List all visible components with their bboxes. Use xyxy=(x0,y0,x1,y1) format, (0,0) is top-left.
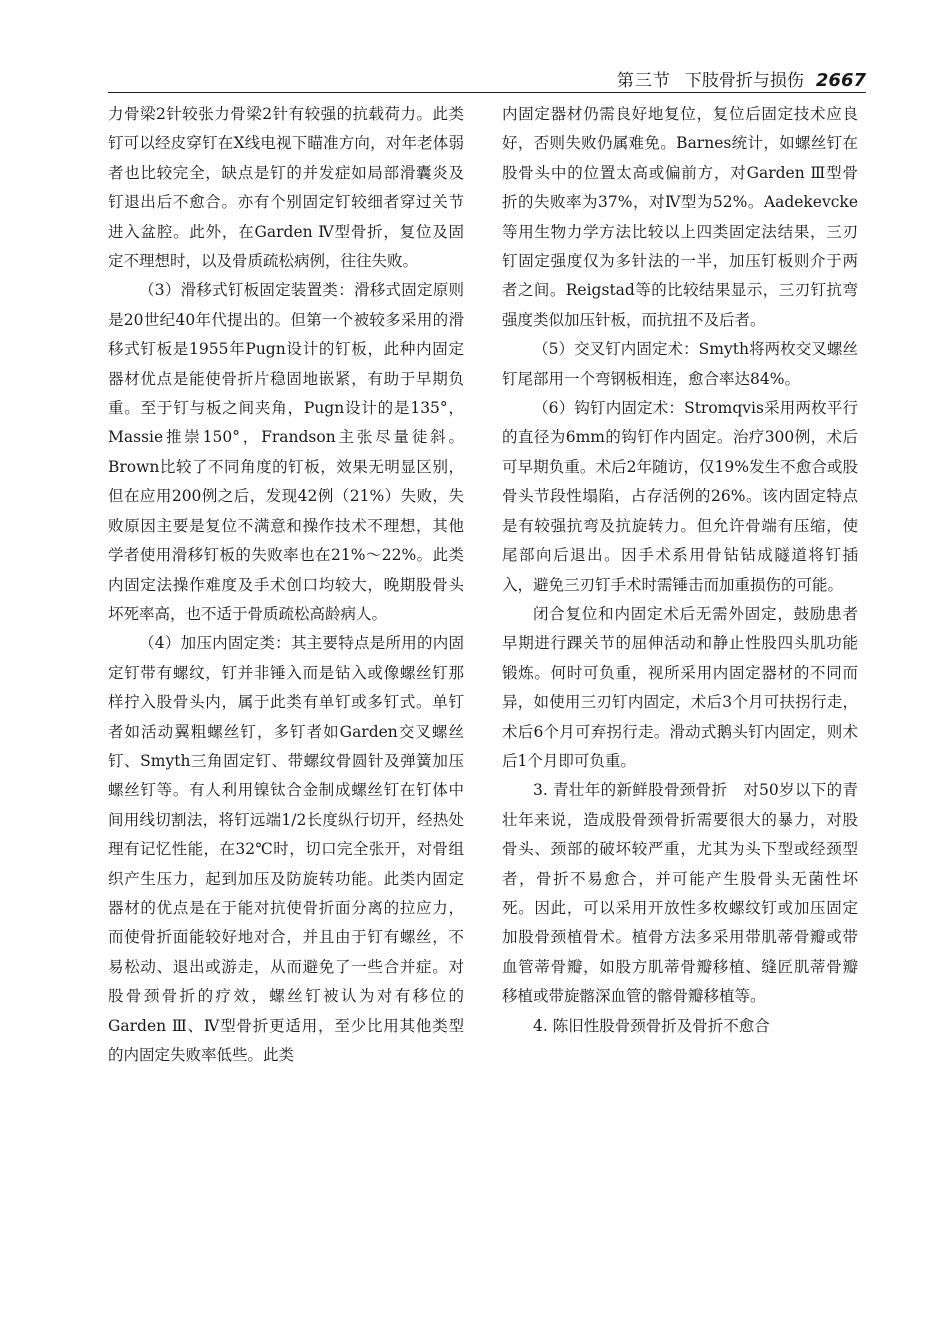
section-label: 第三节 xyxy=(616,71,671,91)
right-column xyxy=(502,100,858,1041)
paragraph: （5）交叉钉内固定术：Smyth将两枚交叉螺丝钉尾部用一个弯钢板相连，愈合率达84%。 xyxy=(502,340,858,388)
running-header xyxy=(108,66,866,93)
paragraph: 内固定器材仍需良好地复位，复位后固定技术应良好，否则失败仍属难免。Barnes统计，如螺丝钉在股骨头中的位置太高或偏前方，对Garden Ⅲ型骨折的失败率为37%，对Ⅳ型为52%。Aadekevcke等用生物力学方法比较以上四类固定法结果，三刃钉固定强度仅为多针法的一半，加压钉板则介于两者之间。Reigstad等的比较结果显示，三刃钉抗弯强度类似加压针板，而抗扭不及后者。 xyxy=(502,105,858,329)
paragraph: （6）钩钉内固定术：Stromqvis采用两枚平行的直径为6mm的钩钉作内固定。治疗300例，术后可早期负重。术后2年随访，仅19%发生不愈合或股骨头节段性塌陷，占存活例的26%。该内固定特点是有较强抗弯及抗旋转力。但允许骨端有压缩，使尾部向后退出。因手术系用骨钻钻成隧道将钉插入，避免三刃钉手术时需锤击而加重损伤的可能。 xyxy=(502,399,858,594)
paragraph: 4. 陈旧性股骨颈骨折及骨折不愈合 xyxy=(533,1016,770,1035)
paragraph: 力骨梁2针较张力骨梁2针有较强的抗载荷力。此类钉可以经皮穿钉在X线电视下瞄准方向，对年老体弱者也比较完全，缺点是钉的并发症如局部滑囊炎及钉退出后不愈合。亦有个别固定钉较细者穿过关节进入盆腔。此外，在Garden Ⅳ型骨折，复位及固定不理想时，以及骨质疏松病例，往往失败。 xyxy=(108,105,464,271)
paragraph: （3）滑移式钉板固定装置类：滑移式固定原则是20世纪40年代提出的。但第一个被较多采用的滑移式钉板是1955年Pugn设计的钉板，此种内固定器材优点是能使骨折片稳固地嵌紧，有助于早期负重。至于钉与板之间夹角，Pugn设计的是135°，Massie推崇150°，Frandson主张尽量徒斜。Brown比较了不同角度的钉板，效果无明显区别，但在应用200例之后，发现42例（21%）失败，失败原因主要是复位不满意和操作技术不理想，其他学者使用滑移钉板的失败率也在21%～22%。此类内固定法操作难度及手术创口均较大，晚期股骨头坏死率高，也不适于骨质疏松高龄病人。 xyxy=(108,281,464,623)
chapter-title: 下肢骨折与损伤 xyxy=(684,71,804,91)
paragraph: （4）加压内固定类：其主要特点是所用的内固定钉带有螺纹，钉并非锤入而是钻入或像螺丝钉那样拧入股骨头内，属于此类有单钉或多钉式。单钉者如活动翼粗螺丝钉，多钉者如Garden交叉螺丝钉、Smyth三角固定钉、带螺纹骨圆针及弹簧加压螺丝钉等。有人利用镍钛合金制成螺丝钉在钉体中间用线切割法，将钉远端1/2长度纵行切开，经热处理有记忆性能，在32℃时，切口完全张开，对骨组织产生压力，起到加压及防旋转功能。此类内固定器材的优点是在于能对抗使骨折面分离的拉应力，而使骨折面能较好地对合，并且由于钉有螺丝，不易松动、退出或游走，从而避免了一些合并症。对股骨颈骨折的疗效，螺丝钉被认为对有移位的Garden Ⅲ、Ⅳ型骨折更适用，至少比用其他类型的内固定失败率低些。此类 xyxy=(108,634,464,1064)
page-number: 2667 xyxy=(815,70,866,91)
paragraph: 3. 青壮年的新鲜股骨颈骨折 对50岁以下的青壮年来说，造成股骨颈骨折需要很大的暴力，对股骨头、颈部的破坏较严重，尤其为头下型或经颈型者，骨折不易愈合，并可能产生股骨头无菌性坏死。因此，可以采用开放性多枚螺纹钉或加压固定加股骨颈植骨术。植骨方法多采用带肌蒂骨瓣或带血管蒂骨瓣，如股方肌蒂骨瓣移植、缝匠肌蒂骨瓣移植或带旋髂深血管的髂骨瓣移植等。 xyxy=(502,781,858,1006)
paragraph: 闭合复位和内固定术后无需外固定，鼓励患者早期进行踝关节的屈伸活动和静止性股四头肌功能锻炼。何时可负重，视所采用内固定器材的不同而异，如使用三刃钉内固定，术后3个月可扶拐行走，术后6个月可弃拐行走。滑动式鹅头钉内固定，则术后1个月即可负重。 xyxy=(502,604,858,770)
left-column xyxy=(108,100,464,1070)
